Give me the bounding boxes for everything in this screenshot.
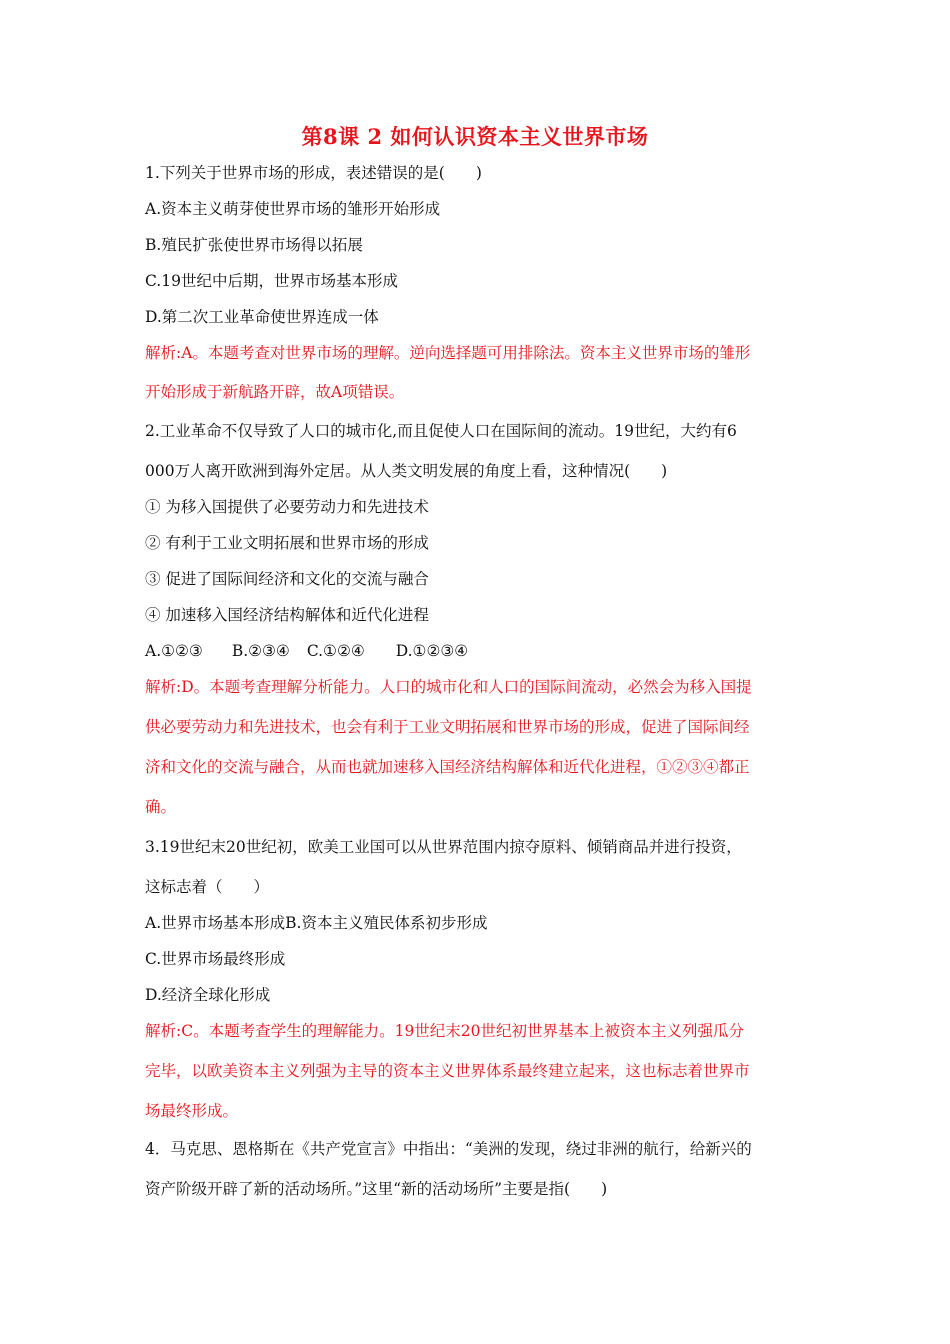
question-2-analysis-line: 供必要劳动力和先进技术，也会有利于工业文明拓展和世界市场的形成，促进了国际间经 bbox=[145, 718, 750, 736]
question-2-item: ④ 加速移入国经济结构解体和近代化进程 bbox=[145, 606, 429, 624]
question-1-analysis-line: 解析:A。本题考查对世界市场的理解。逆向选择题可用排除法。资本主义世界市场的雏形 bbox=[145, 344, 751, 362]
question-3-option-d: D.经济全球化形成 bbox=[145, 986, 271, 1004]
question-2-analysis-line: 济和文化的交流与融合，从而也就加速移入国经济结构解体和近代化进程，①②③④都正 bbox=[145, 758, 750, 776]
question-3-stem-line: 这标志着（ ） bbox=[145, 878, 270, 896]
question-2-analysis-line: 确。 bbox=[145, 798, 177, 816]
question-2-item: ② 有利于工业文明拓展和世界市场的形成 bbox=[145, 534, 429, 552]
question-1-option-a: A.资本主义萌芽使世界市场的雏形开始形成 bbox=[145, 200, 441, 218]
question-2-analysis-line: 解析:D。本题考查理解分析能力。人口的城市化和人口的国际间流动，必然会为移入国提 bbox=[145, 678, 752, 696]
question-1-analysis-line: 开始形成于新航路开辟，故A项错误。 bbox=[145, 383, 405, 401]
question-2-stem-line: 000万人离开欧洲到海外定居。从人类文明发展的角度上看，这种情况( ) bbox=[145, 462, 668, 480]
question-3-option-c: C.世界市场最终形成 bbox=[145, 950, 286, 968]
question-3-analysis-line: 解析:C。本题考查学生的理解能力。19世纪末20世纪初世界基本上被资本主义列强瓜分 bbox=[145, 1022, 745, 1040]
question-3-option-ab: A.世界市场基本形成B.资本主义殖民体系初步形成 bbox=[145, 914, 488, 932]
question-1-stem: 1.下列关于世界市场的形成，表述错误的是( ) bbox=[145, 164, 482, 182]
question-2-option-a: A.①②③ bbox=[145, 642, 203, 660]
question-2-item: ③ 促进了国际间经济和文化的交流与融合 bbox=[145, 570, 429, 588]
question-3-analysis-line: 场最终形成。 bbox=[145, 1102, 239, 1120]
question-1-option-c: C.19世纪中后期，世界市场基本形成 bbox=[145, 272, 398, 290]
question-2-option-d: D.①②③④ bbox=[395, 642, 469, 660]
question-1-option-b: B.殖民扩张使世界市场得以拓展 bbox=[145, 236, 363, 254]
question-3-stem-line: 3.19世纪末20世纪初，欧美工业国可以从世界范围内掠夺原料、倾销商品并进行投资， bbox=[145, 838, 742, 856]
question-2-options bbox=[145, 641, 468, 661]
page-title: 第8课 2 如何认识资本主义世界市场 bbox=[301, 124, 649, 149]
question-2-option-c: C.①②④ bbox=[306, 642, 365, 660]
question-4-stem-line: 4．马克思、恩格斯在《共产党宣言》中指出：“美洲的发现，绕过非洲的航行，给新兴的 bbox=[145, 1140, 752, 1158]
question-2-stem-line: 2.工业革命不仅导致了人口的城市化,而且促使人口在国际间的流动。19世纪，大约有6 bbox=[145, 422, 737, 440]
question-2-option-b: B.②③④ bbox=[231, 642, 290, 660]
question-2-item: ① 为移入国提供了必要劳动力和先进技术 bbox=[145, 498, 429, 516]
question-1-option-d: D.第二次工业革命使世界连成一体 bbox=[145, 308, 379, 326]
question-3-analysis-line: 完毕，以欧美资本主义列强为主导的资本主义世界体系最终建立起来，这也标志着世界市 bbox=[145, 1062, 750, 1080]
question-4-stem-line: 资产阶级开辟了新的活动场所。”这里“新的活动场所”主要是指( ) bbox=[145, 1180, 608, 1198]
